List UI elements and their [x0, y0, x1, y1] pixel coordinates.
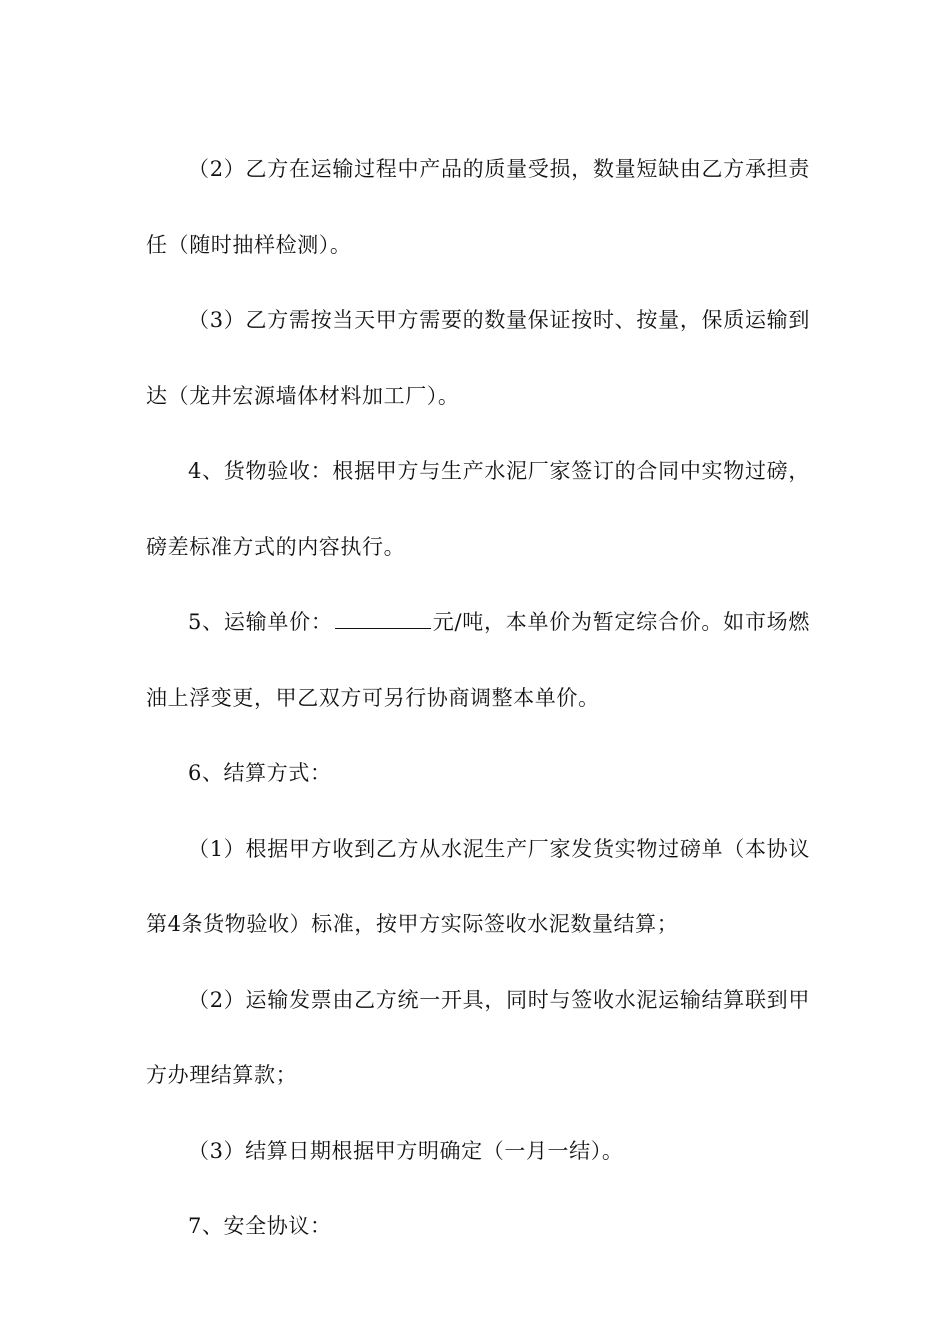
- unit-price-text: 元/吨，本单价为暂定综合价。如市场燃油上浮变更，甲乙双方可另行协商调整本单价。: [146, 610, 811, 710]
- document-body: [146, 132, 810, 1265]
- paragraph-settlement-date: （3）结算日期根据甲方明确定（一月一结）。: [188, 1138, 624, 1163]
- paragraph-delivery-requirement: （3）乙方需按当天甲方需要的数量保证按时、按量，保质运输到达（龙井宏源墙体材料加工厂）。: [146, 308, 810, 408]
- paragraph-goods-inspection: 4、货物验收：根据甲方与生产水泥厂家签订的合同中实物过磅，磅差标准方式的内容执行。: [146, 459, 810, 559]
- paragraph-unit-price: [146, 585, 810, 736]
- paragraph-settlement-basis: （1）根据甲方收到乙方从水泥生产厂家发货实物过磅单（本协议第4条货物验收）标准，按甲方实际签收水泥数量结算；: [146, 836, 810, 936]
- unit-price-label: 5、运输单价：: [188, 610, 333, 634]
- paragraph-quality-liability: （2）乙方在运输过程中产品的质量受损，数量短缺由乙方承担责任（随时抽样检测）。: [146, 157, 810, 257]
- paragraph-invoice: （2）运输发票由乙方统一开具，同时与签收水泥运输结算联到甲方办理结算款；: [146, 987, 810, 1087]
- unit-price-blank: [335, 612, 431, 629]
- paragraph-safety-heading: 7、安全协议：: [188, 1214, 332, 1238]
- paragraph-settlement-heading: 6、结算方式：: [188, 761, 332, 785]
